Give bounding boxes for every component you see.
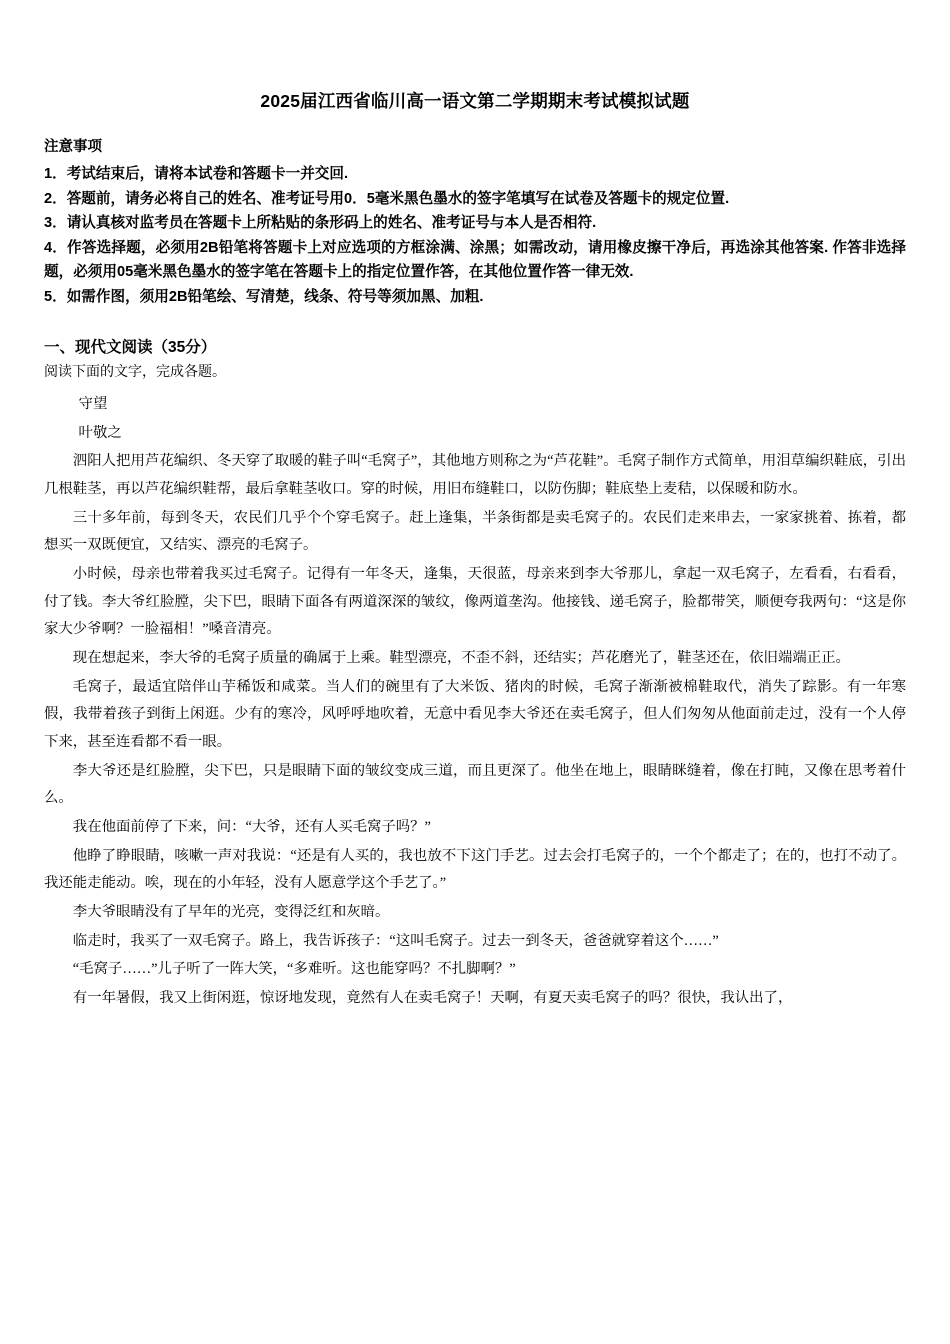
page-title: 2025届江西省临川高一语文第二学期期末考试模拟试题 bbox=[260, 91, 690, 111]
notice-item: 4．作答选择题，必须用2B铅笔将答题卡上对应选项的方框涂满、涂黑；如需改动，请用橡皮擦干净后，再选涂其他答案. 作答非选择题，必须用05毫米黑色墨水的签字笔在答题卡上的指定位置作答，在其他位置作答一律无效. bbox=[44, 239, 906, 281]
notice-item: 1．考试结束后，请将本试卷和答题卡一并交回. bbox=[44, 166, 349, 182]
notice-item: 3．请认真核对监考员在答题卡上所粘贴的条形码上的姓名、准考证号与本人是否相符. bbox=[44, 215, 597, 232]
passage-paragraph: 李大爷眼睛没有了早年的光亮，变得泛红和灰暗。 bbox=[72, 903, 390, 920]
passage-paragraph: 三十多年前，每到冬天，农民们几乎个个穿毛窝子。赶上逢集，半条街都是卖毛窝子的。农民们走来串去，一家家挑着、拣着，都想买一双既便宜，又结实、漂亮的毛窝子。 bbox=[44, 509, 906, 554]
passage-paragraph: 有一年暑假，我又上街闲逛，惊讶地发现，竟然有人在卖毛窝子！天啊，有夏天卖毛窝子的吗？很快，我认出了， bbox=[72, 989, 793, 1006]
passage-paragraph: 小时候，母亲也带着我买过毛窝子。记得有一年冬天，逢集，天很蓝，母亲来到李大爷那儿，拿起一双毛窝子，左看看，右看看，付了钱。李大爷红脸膛，尖下巴，眼睛下面各有两道深深的皱纹，像两道垄沟。他接钱、递毛窝子，脸都带笑，顺便夸我两句：“这是你家大少爷啊？一脸福相！”嗓音清亮。 bbox=[44, 566, 906, 638]
passage-title: 守望 bbox=[78, 396, 108, 413]
notice-item: 2．答题前，请务必将自己的姓名、准考证号用0．5毫米黑色墨水的签字笔填写在试卷及答题卡的规定位置. bbox=[44, 190, 730, 207]
passage-paragraph: 李大爷还是红脸膛，尖下巴，只是眼睛下面的皱纹变成三道，而且更深了。他坐在地上，眼睛眯缝着，像在打盹，又像在思考着什么。 bbox=[44, 762, 906, 807]
reading-instruction: 阅读下面的文字，完成各题。 bbox=[44, 363, 226, 380]
passage-paragraph: 现在想起来，李大爷的毛窝子质量的确属于上乘。鞋型漂亮，不歪不斜，还结实；芦花磨光了，鞋茎还在，依旧端端正正。 bbox=[72, 650, 850, 666]
passage-paragraph: 临走时，我买了一双毛窝子。路上，我告诉孩子：“这叫毛窝子。过去一到冬天，爸爸就穿着这个……” bbox=[72, 932, 719, 949]
section-heading: 一、现代文阅读（35分） bbox=[44, 339, 217, 357]
reading-passage bbox=[44, 391, 906, 1012]
notice-item: 5．如需作图，须用2B铅笔绘、写清楚，线条、符号等须加黑、加粗. bbox=[44, 288, 484, 305]
passage-paragraph: 我在他面前停了下来，问：“大爷，还有人买毛窝子吗？” bbox=[72, 818, 431, 835]
passage-author: 叶敬之 bbox=[78, 424, 122, 441]
passage-paragraph: “毛窝子……”儿子听了一阵大笑，“多难听。这也能穿吗？不扎脚啊？” bbox=[72, 961, 516, 978]
notice-heading: 注意事项 bbox=[44, 139, 102, 155]
notice-list bbox=[44, 162, 906, 309]
passage-paragraph: 他睁了睁眼睛，咳嗽一声对我说：“还是有人买的，我也放不下这门手艺。过去会打毛窝子的，一个个都走了；在的，也打不动了。我还能走能动。唉，现在的小年轻，没有人愿意学这个手艺了。” bbox=[44, 847, 906, 892]
passage-paragraph: 泗阳人把用芦花编织、冬天穿了取暖的鞋子叫“毛窝子”，其他地方则称之为“芦花鞋”。毛窝子制作方式简单，用泪草编织鞋底，引出几根鞋茎，再以芦花编织鞋帮，最后拿鞋茎收口。穿的时候，用旧布缝鞋口，以防伤脚；鞋底垫上麦秸，以保暖和防水。 bbox=[44, 453, 906, 498]
passage-paragraph: 毛窝子，最适宜陪伴山芋稀饭和咸菜。当人们的碗里有了大米饭、猪肉的时候，毛窝子渐渐被棉鞋取代，消失了踪影。有一年寒假，我带着孩子到街上闲逛。少有的寒冷，风呼呼地吹着，无意中看见李大爷还在卖毛窝子，但人们匆匆从他面前走过，没有一个人停下来，甚至连看都不看一眼。 bbox=[44, 678, 906, 750]
